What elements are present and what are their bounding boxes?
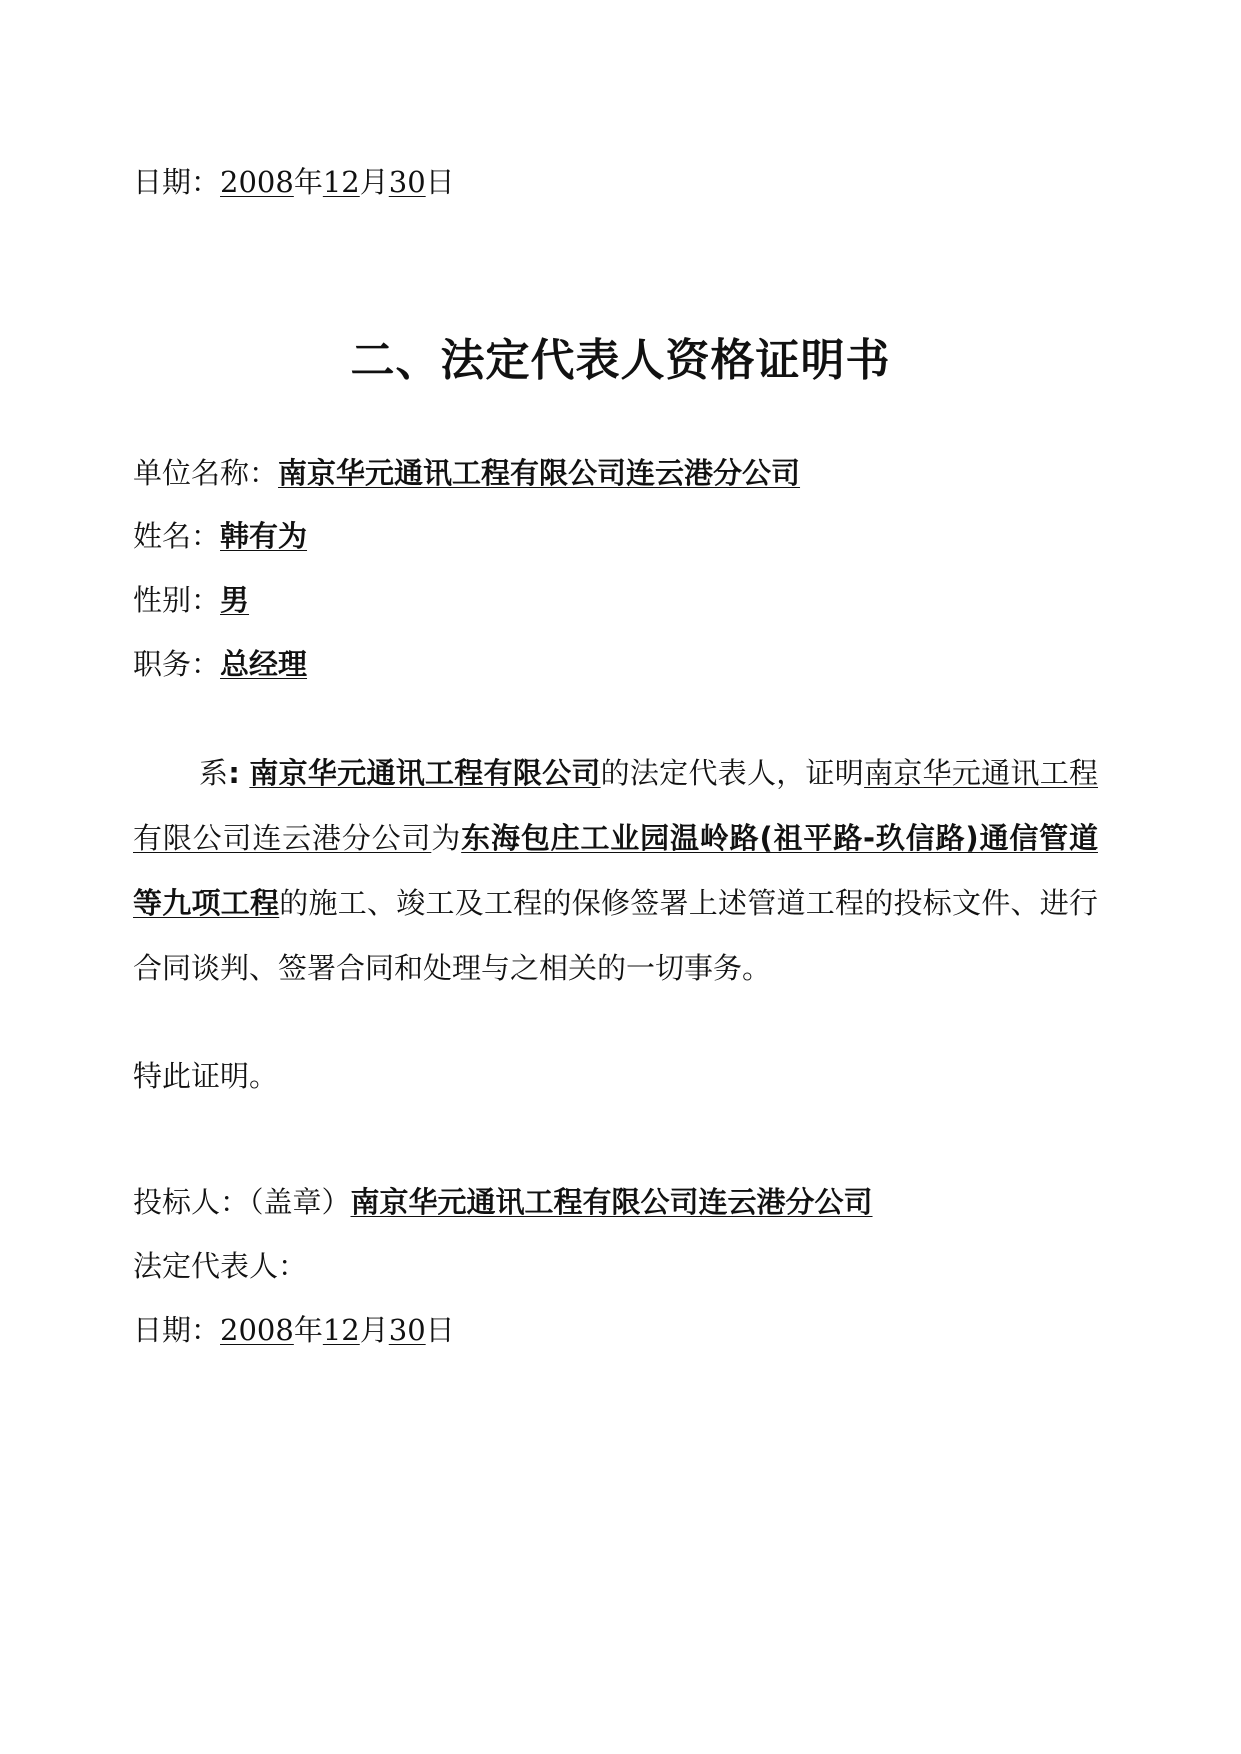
certificate-paragraph <box>133 741 1098 1001</box>
bottom-date-line <box>133 1310 455 1350</box>
para-project: 东海包庄工业园温岭路(祖平路-玖信路)通信管道等九项工程 <box>133 821 1098 920</box>
certify-line: 特此证明。 <box>133 1059 279 1093</box>
position-label: 职务： <box>133 647 221 681</box>
para-company: 南京华元通讯工程有限公司 <box>249 756 601 790</box>
unit-name-value: 南京华元通讯工程有限公司连云港分公司 <box>278 456 801 490</box>
page-title: 二、法定代表人资格证明书 <box>350 335 891 386</box>
para-text-3: 的施工、竣工及工程的保修签署上述管道工程的投标文件、进行合同谈判、签署合同和处理与之相关的一切事务。 <box>133 886 1098 985</box>
date-month: 12 <box>322 1313 360 1347</box>
gender-label: 性别： <box>133 583 221 617</box>
gender-value: 男 <box>220 583 250 617</box>
unit-name-line <box>133 453 800 493</box>
date-label: 日期： <box>133 165 221 199</box>
legal-rep-line: 法定代表人： <box>133 1249 308 1283</box>
top-date-line <box>133 162 455 202</box>
date-day: 30 <box>388 1313 426 1347</box>
date-day-unit: 日 <box>425 165 455 199</box>
name-label: 姓名： <box>133 519 221 553</box>
unit-name-label: 单位名称： <box>133 456 279 490</box>
date-year: 2008 <box>220 165 294 199</box>
position-line <box>133 644 307 684</box>
bidder-value: 南京华元通讯工程有限公司连云港分公司 <box>350 1185 873 1219</box>
para-branch: 南京华元通讯工程有限公司连云港分公司 <box>133 756 1098 855</box>
gender-line <box>133 580 249 620</box>
date-year: 2008 <box>220 1313 294 1347</box>
date-month-unit: 月 <box>359 165 389 199</box>
para-colon: : <box>228 756 240 790</box>
date-day: 30 <box>388 165 426 199</box>
date-year-unit: 年 <box>293 165 323 199</box>
para-text-2: 为 <box>431 821 462 855</box>
position-value: 总经理 <box>220 647 308 681</box>
bidder-label: 投标人：（盖章） <box>133 1185 351 1219</box>
date-month: 12 <box>322 165 360 199</box>
bidder-line <box>133 1182 873 1222</box>
date-month-unit: 月 <box>359 1313 389 1347</box>
name-value: 韩有为 <box>220 519 308 553</box>
para-text-1: 的法定代表人，证明 <box>600 756 865 790</box>
date-year-unit: 年 <box>293 1313 323 1347</box>
date-label: 日期： <box>133 1313 221 1347</box>
name-line <box>133 516 307 556</box>
date-day-unit: 日 <box>425 1313 455 1347</box>
para-prefix: 系 <box>199 756 229 790</box>
